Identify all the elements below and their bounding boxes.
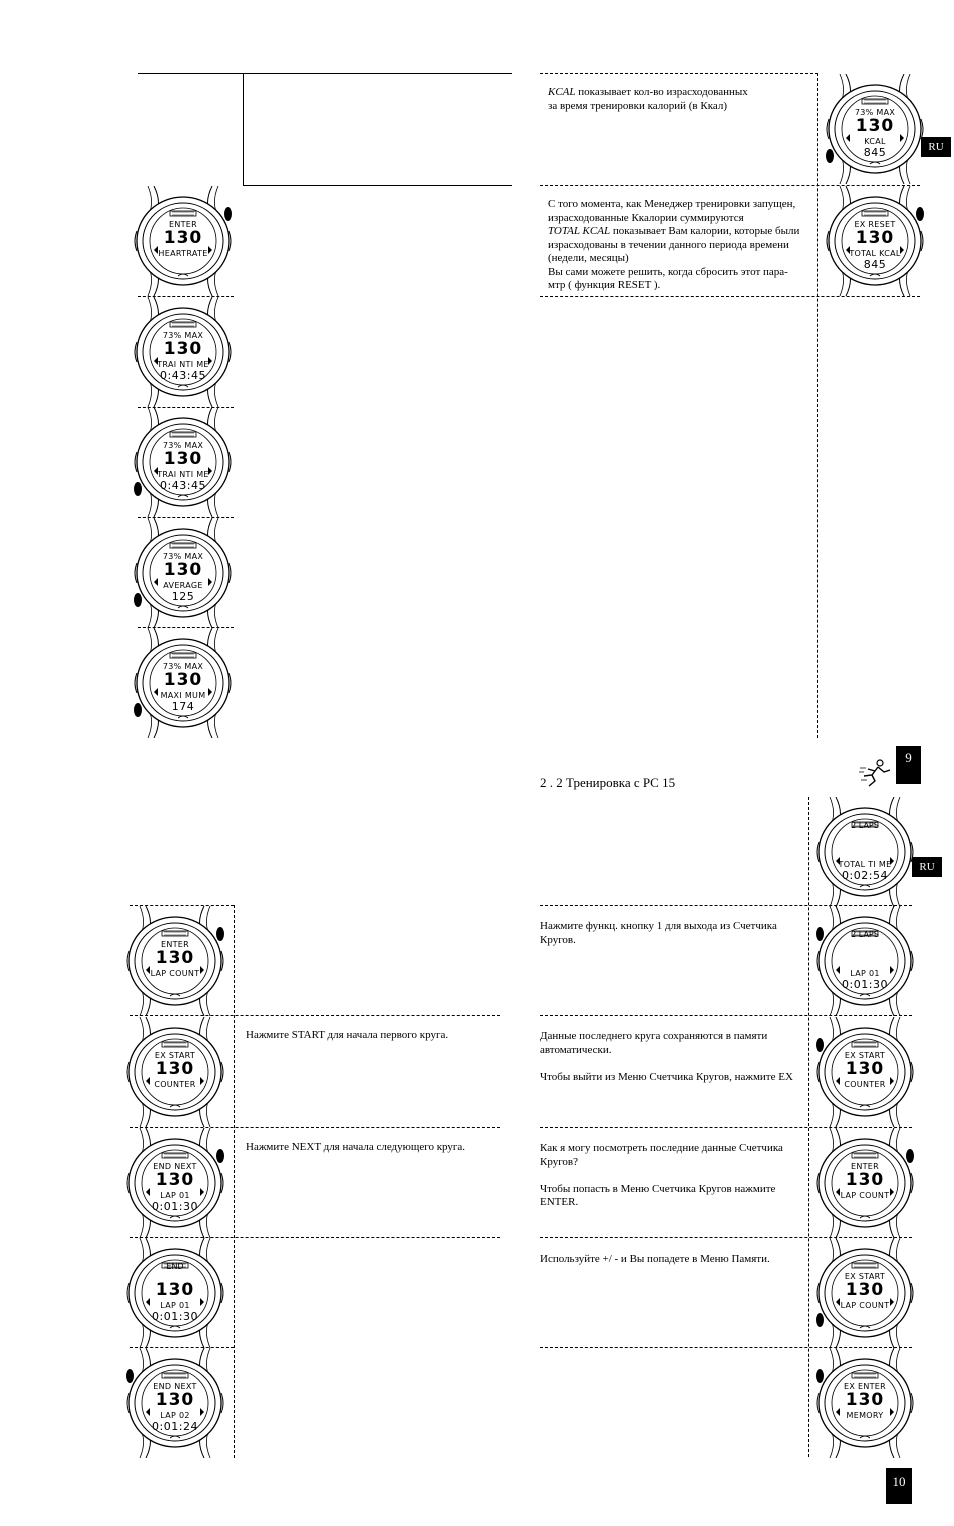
watch-display-line: HEARTRATE — [158, 249, 208, 258]
table-top-rule — [138, 73, 512, 74]
watch-display — [122, 906, 228, 1016]
watch-display-line: 73% MAX — [162, 331, 204, 340]
column-divider — [234, 905, 235, 1458]
watch-display — [822, 74, 928, 184]
how-to-view-note: Как я могу посмотреть последние данные Счетчика Кругов? Чтобы попасть в Меню Счетчика Кругов нажмите ENTER. — [540, 1142, 783, 1208]
watch-display-line: EX ENTER — [843, 1382, 887, 1391]
watch-illustration — [122, 1238, 228, 1348]
watch-display — [812, 1238, 918, 1348]
watch-illustration — [812, 1348, 918, 1458]
watch-display-line: AVERAGE — [163, 581, 203, 590]
watch-illustration — [130, 518, 236, 628]
watch-display-line: TOTAL KCAL — [849, 249, 901, 258]
watch-illustration — [122, 1348, 228, 1458]
watch-display-line: LAP 01 — [160, 1301, 190, 1310]
page-number-9: 9 — [896, 746, 921, 784]
watch-display-line: 130 — [155, 1059, 195, 1079]
watch-display-line: EX START — [844, 1272, 886, 1281]
table-bottom-rule — [243, 185, 512, 186]
watch-display-line: 73% MAX — [162, 662, 204, 671]
watch-display-line: 0:02:54 — [842, 869, 888, 882]
watch-display — [130, 407, 236, 517]
watch-display-line: 125 — [171, 590, 195, 603]
watch-illustration — [812, 906, 918, 1016]
watch-display-line: 0:01:30 — [152, 1310, 198, 1323]
watch-display — [130, 186, 236, 296]
watch-display — [822, 186, 928, 296]
watch-display-line: END NEXT — [153, 1382, 197, 1391]
watch-display-line: 130 — [163, 339, 203, 359]
kcal-term: KCAL — [548, 86, 576, 98]
watch-display-line: MEMORY — [846, 1411, 884, 1420]
watch-display-line: 130 — [155, 948, 195, 968]
section-title: 2 . 2 Тренировка с PC 15 — [540, 775, 676, 790]
watch-display-line: 130 — [163, 449, 203, 469]
watch-display-line: 130 — [155, 1390, 195, 1410]
watch-display — [130, 628, 236, 738]
table-vertical-rule — [243, 73, 244, 185]
watch-display-line: 130 — [163, 670, 203, 690]
watch-display-line: TRAI NTI ME — [157, 470, 209, 479]
watch-display-line: ENTER — [168, 220, 198, 229]
kcal-description: KCAL показывает кол-во израсходованных за время тренировки калорий (в Ккал) — [548, 86, 748, 112]
watch-display-line: 0:01:30 — [842, 978, 888, 991]
watch-display-line: LAP COUNT — [150, 969, 200, 978]
watch-display — [130, 297, 236, 407]
language-tab-ru-bottom: RU — [912, 857, 942, 877]
saved-data-note: Данные последнего круга сохраняются в памяти автоматически. Чтобы выйти из Меню Счетчика Кругов, нажмите EX — [540, 1030, 793, 1083]
watch-display-line: 845 — [863, 258, 887, 271]
total-kcal-description: С того момента, как Менеджер тренировки запущен, израсходованные Ккалории суммируются TOTAL KCAL показывает Вам калории, которые были израсходованы в течении данного периода времени (недели, месяцы) Вы сами можете решить, когда сбросить этот пара- мтр ( функция RESET ). — [548, 198, 800, 291]
watch-display-line: 2 LAPS — [851, 821, 879, 830]
watch-illustration — [122, 1017, 228, 1127]
watch-display-line: 174 — [171, 700, 195, 713]
exit-counter-instruction: Нажмите функц. кнопку 1 для выхода из Счетчика Кругов. — [540, 920, 777, 946]
watch-display-line: EX START — [154, 1051, 196, 1060]
watch-illustration — [130, 628, 236, 738]
runner-icon — [858, 758, 894, 788]
watch-display-line: LAP 02 — [160, 1411, 190, 1420]
watch-display-line: 2 LAPS — [851, 930, 879, 939]
watch-display-line: LAP COUNT — [840, 1191, 890, 1200]
watch-display — [130, 518, 236, 628]
watch-display-line: 73% MAX — [162, 552, 204, 561]
language-tab-ru: RU — [921, 137, 951, 157]
watch-illustration — [812, 1238, 918, 1348]
watch-display-line: 0:01:24 — [152, 1420, 198, 1433]
watch-display — [122, 1017, 228, 1127]
watch-display — [812, 1017, 918, 1127]
memory-menu-note: Используйте +/ - и Вы попадете в Меню Памяти. — [540, 1253, 770, 1265]
watch-display-line: 130 — [855, 228, 895, 248]
watch-illustration — [812, 1128, 918, 1238]
watch-illustration — [812, 1017, 918, 1127]
watch-display-line: EX RESET — [854, 220, 896, 229]
watch-display-line: MAXI MUM — [160, 691, 206, 700]
watch-display-line: 130 — [845, 1170, 885, 1190]
watch-display — [122, 1238, 228, 1348]
watch-display-line: END NEXT — [153, 1162, 197, 1171]
separator — [540, 73, 818, 74]
watch-display — [812, 1348, 918, 1458]
watch-display-line: ENTER — [160, 940, 190, 949]
watch-display — [122, 1128, 228, 1238]
watch-illustration — [122, 1128, 228, 1238]
watch-display-line: 845 — [863, 146, 887, 159]
watch-display-line: EX START — [844, 1051, 886, 1060]
watch-display-line: 130 — [163, 560, 203, 580]
watch-display-line: END — [166, 1262, 184, 1271]
separator — [540, 296, 920, 297]
watch-display-line: LAP 01 — [850, 969, 880, 978]
watch-illustration — [812, 797, 918, 907]
watch-illustration — [822, 74, 928, 184]
watch-display-line: 73% MAX — [162, 441, 204, 450]
watch-display-line: 0:43:45 — [160, 479, 206, 492]
watch-display-line: 130 — [845, 1390, 885, 1410]
watch-display-line: 130 — [845, 1059, 885, 1079]
watch-display-line: KCAL — [864, 137, 886, 146]
watch-display-line: 130 — [155, 1280, 195, 1300]
watch-illustration — [130, 186, 236, 296]
watch-display-line: 130 — [155, 1170, 195, 1190]
watch-display-line: TRAI NTI ME — [157, 360, 209, 369]
watch-display — [812, 1128, 918, 1238]
watch-illustration — [130, 297, 236, 407]
watch-display — [812, 797, 918, 907]
watch-illustration — [122, 906, 228, 1016]
start-instruction: Нажмите START для начала первого круга. — [246, 1029, 449, 1041]
next-instruction: Нажмите NEXT для начала следующего круга. — [246, 1141, 466, 1153]
watch-display-line: 0:01:30 — [152, 1200, 198, 1213]
watch-display-line: COUNTER — [154, 1080, 196, 1089]
watch-display-line: 73% MAX — [854, 108, 896, 117]
page-number-10: 10 — [886, 1468, 912, 1504]
watch-display-line: LAP COUNT — [840, 1301, 890, 1310]
watch-display-line: TOTAL TI ME — [838, 860, 892, 869]
watch-display-line: COUNTER — [844, 1080, 886, 1089]
watch-display-line: 130 — [855, 116, 895, 136]
column-divider — [817, 73, 818, 738]
watch-display-line: ENTER — [850, 1162, 880, 1171]
watch-illustration — [130, 407, 236, 517]
watch-display-line: 130 — [845, 1280, 885, 1300]
watch-display-line: 0:43:45 — [160, 369, 206, 382]
watch-display — [812, 906, 918, 1016]
watch-display-line: LAP 01 — [160, 1191, 190, 1200]
watch-display — [122, 1348, 228, 1458]
total-kcal-term: TOTAL KCAL — [548, 225, 611, 237]
watch-illustration — [822, 186, 928, 296]
watch-display-line: 130 — [163, 228, 203, 248]
